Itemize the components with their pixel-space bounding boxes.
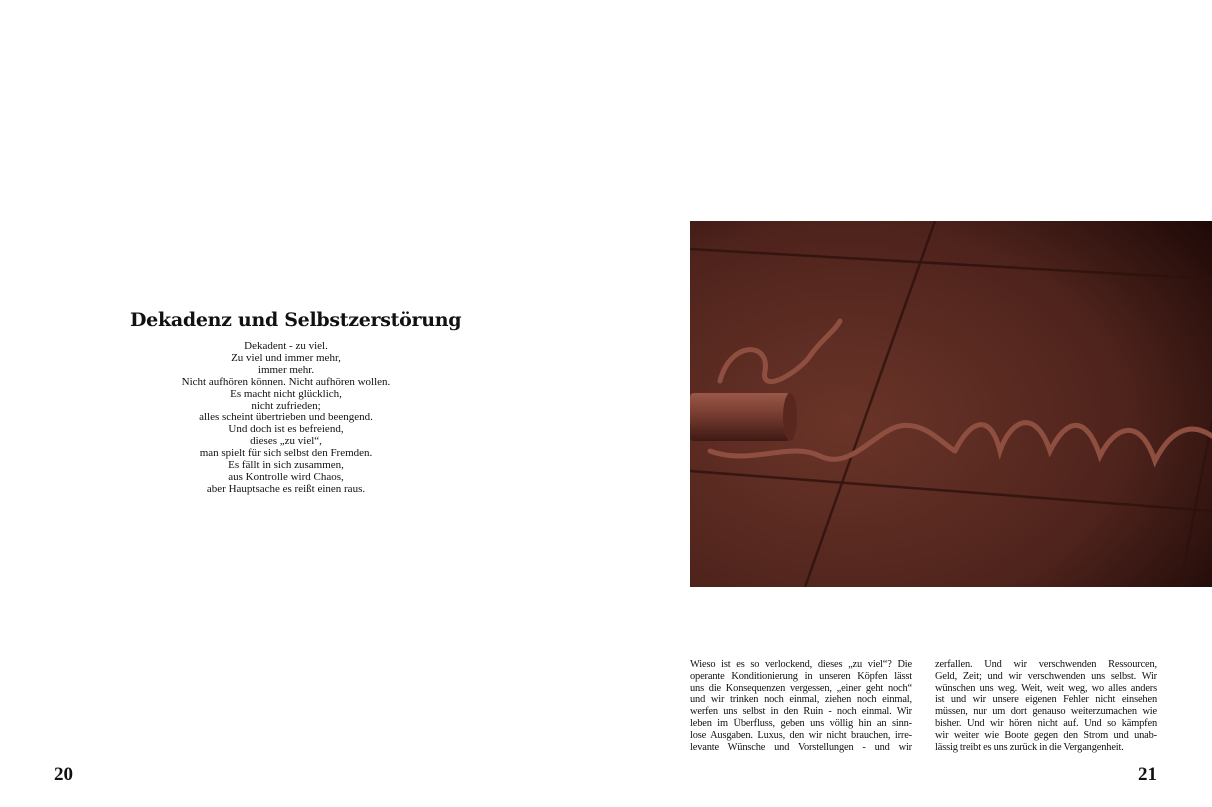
- text-line: werfen uns selbst in den Ruin - noch einmal. Wir: [690, 706, 912, 718]
- poem-line: alles scheint übertrieben und beengend.: [199, 411, 373, 424]
- poem-line: Es macht nicht glücklich,: [230, 387, 342, 400]
- page-number-left: 20: [54, 764, 73, 785]
- text-line: bisher. Und wir hören nicht auf. Und so kämpfen: [935, 717, 1157, 729]
- poem-line: aber Hauptsache es reißt einen raus.: [206, 482, 366, 495]
- text-line: lose Ausgaben. Luxus, den wir nicht brauchen, irre-: [690, 729, 912, 741]
- text-line: müssen, nur um dort genauso weiterzumachen wie: [935, 706, 1157, 718]
- popper-tube: [690, 393, 797, 441]
- page-number-right: 21: [1138, 764, 1157, 785]
- text-line: wir weiter wie Boote gegen den Strom und unab-: [935, 729, 1157, 741]
- text-line: Wieso ist es so verlockend, dieses „zu viel“? Die: [690, 659, 912, 670]
- poem-line: Es fällt in sich zusammen,: [228, 459, 344, 472]
- text-line: uns die Konsequenzen vergessen, „einer geht noch“: [690, 682, 912, 694]
- poem-line: dieses „zu viel“,: [250, 435, 322, 448]
- text-line: lässig treibt es uns zurück in die Vergangenheit.: [935, 741, 1124, 753]
- poem-line: immer mehr.: [257, 363, 315, 376]
- body-column-2: [935, 659, 1157, 753]
- body-column-1: [690, 659, 912, 753]
- photo-illustration: [690, 221, 1212, 587]
- streamer-photo: [690, 221, 1212, 587]
- text-line: Geld, Zeit; und wir verschwenden uns selbst. Wir: [935, 670, 1157, 682]
- text-line: operante Konditionierung in unseren Köpfen lässt: [690, 670, 912, 682]
- right-page: [606, 0, 1212, 807]
- text-line: ist und wir unsere eigenen Fehler nicht einsehen: [935, 694, 1157, 706]
- text-line: wünschen uns weg. Weit, weit weg, wo alles anders: [935, 682, 1157, 694]
- article-title: Dekadenz und Selbstzerstörung: [130, 309, 462, 331]
- poem: [140, 341, 432, 496]
- poem-line: Nicht aufhören können. Nicht aufhören wollen.: [181, 375, 391, 388]
- poem-line: nicht zufrieden;: [251, 399, 321, 412]
- text-line: levante Wünsche und Vorstellungen - und wir: [690, 741, 912, 753]
- poem-line: Und doch ist es befreiend,: [228, 423, 344, 436]
- text-line: und wir trinken noch einmal, ziehen noch einmal,: [690, 694, 912, 706]
- poem-line: Zu viel und immer mehr,: [231, 351, 341, 364]
- text-line: leben im Überfluss, geben uns völlig hin an sinn-: [690, 717, 912, 729]
- poem-line: man spielt für sich selbst den Fremden.: [199, 447, 373, 460]
- text-line: zerfallen. Und wir verschwenden Ressourcen,: [935, 659, 1157, 670]
- poem-line: aus Kontrolle wird Chaos,: [228, 470, 344, 483]
- poem-line: Dekadent - zu viel.: [244, 340, 328, 352]
